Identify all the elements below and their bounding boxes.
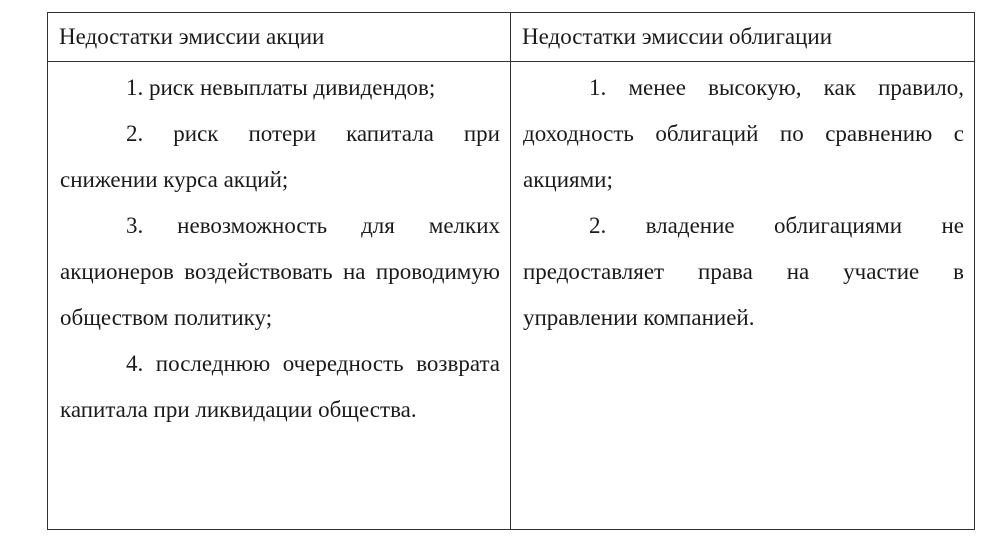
header-stock-disadvantages <box>48 13 511 62</box>
header-bond-label: Недостатки эмиссии облигации <box>522 24 833 49</box>
stock-item-2: 2. риск потери капитала при снижении курса акций; <box>60 121 500 192</box>
body-row <box>48 62 975 530</box>
header-row <box>48 13 975 62</box>
stock-item-1: 1. риск невыплаты дивидендов; <box>126 75 436 100</box>
bond-disadvantages-cell <box>511 62 975 530</box>
comparison-table <box>47 12 975 530</box>
bond-item-2: 2. владение облигациями не предоставляет права на участие в управлении компанией. <box>523 213 964 330</box>
stock-item-3: 3. невозможность для мелких акционеров воздействовать на проводимую обществом политику; <box>60 213 500 330</box>
header-bond-disadvantages <box>511 13 975 62</box>
header-stock-label: Недостатки эмиссии акции <box>59 24 325 49</box>
stock-disadvantages-cell <box>48 62 511 530</box>
bond-item-1: 1. менее высокую, как правило, доходность облигаций по сравнению с акциями; <box>523 75 964 192</box>
stock-item-4: 4. последнюю очередность возврата капитала при ликвидации общества. <box>60 351 500 422</box>
